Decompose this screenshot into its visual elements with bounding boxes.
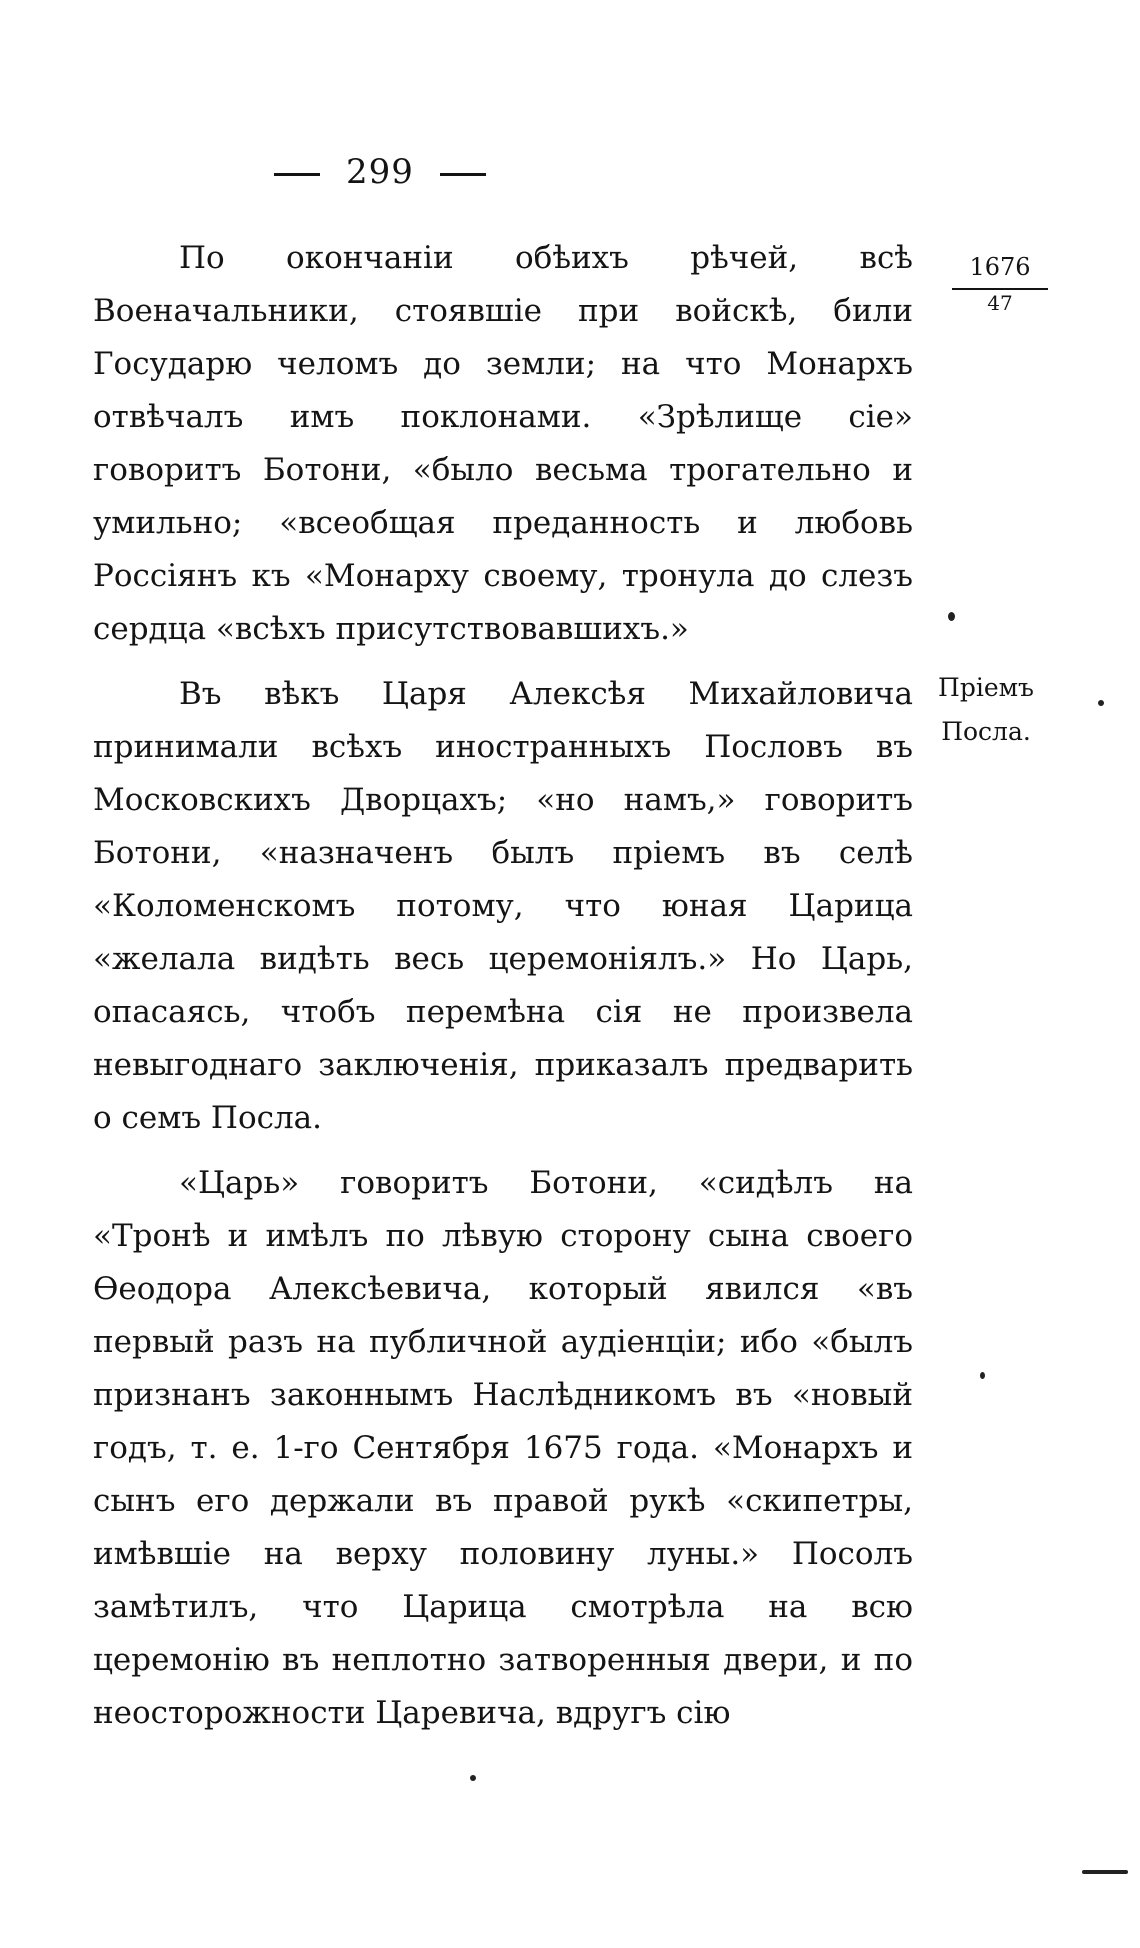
scan-speck [948,612,955,621]
margin-note-reception: Пріемъ Посла. [938,673,1034,746]
header-dash-right [440,173,486,176]
scan-speck [1098,700,1104,706]
scan-speck [1082,1870,1128,1874]
header-dash-left [274,173,320,176]
paragraph-1: По окончаніи обѣихъ рѣчей, всѣ Военачальники, стоявшіе при войскѣ, били Государю челомъ до земли; на что Монархъ отвѣчалъ имъ поклонами. «Зрѣлище сіе» говоритъ Ботони, «было весьма трогательно и умильно; «всеобщая преданность и любовь Россіянъ къ «Монарху своему, тронула до слезъ сердца «всѣхъ присутствовавшихъ.» [93,240,913,647]
scan-speck [470,1775,476,1781]
paragraph-2: Въ вѣкъ Царя Алексѣя Михайловича принимали всѣхъ иностранныхъ Пословъ въ Московскихъ Дворцахъ; «но намъ,» говоритъ Ботони, «назначенъ былъ пріемъ въ селѣ «Коломенскомъ потому, что юная Царица «желала видѣть весь церемоніялъ.» Но Царь, опасаясь, чтобъ перемѣна сія не произвела невыгоднаго заключенія, приказалъ предварить о семъ Посла. [93,676,913,1136]
paragraph-3: «Царь» говоритъ Ботони, «сидѣлъ на «Тронѣ и имѣлъ по лѣвую сторону сына своего Ѳеодора Алексѣевича, который явился «въ первый разъ на публичной аудіенціи; ибо «былъ признанъ законнымъ Наслѣдникомъ въ «новый годъ, т. е. 1-го Сентября 1675 года. «Монархъ и сынъ его держали въ правой рукѣ «скипетры, имѣвшіе на верху половину луны.» Посолъ замѣтилъ, что Царица смотрѣла на всю церемонію въ неплотно затворенныя двери, и по неосторожности Царевича, вдругъ сію [93,1165,913,1731]
body-text [93,232,913,1752]
margin-note-year [952,248,1048,316]
scan-speck [980,1372,985,1379]
page-header [0,152,760,192]
margin-number: 47 [987,291,1013,315]
margin-year: 1676 [952,248,1048,290]
page-number: 299 [346,152,414,192]
